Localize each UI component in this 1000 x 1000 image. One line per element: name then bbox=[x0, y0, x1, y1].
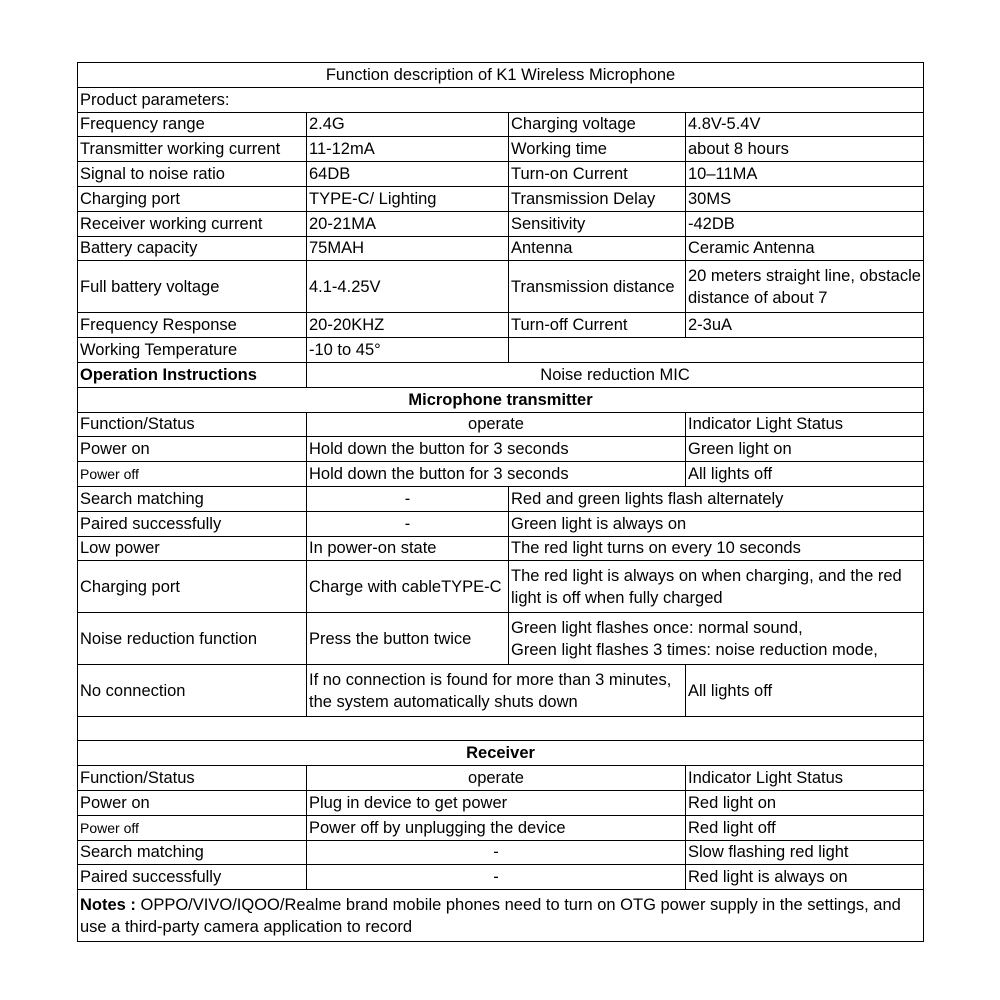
operate-cell: - bbox=[307, 865, 686, 890]
notes-row bbox=[78, 890, 924, 942]
param-row bbox=[78, 236, 924, 261]
empty-cell bbox=[78, 717, 924, 741]
table-row bbox=[78, 865, 924, 890]
column-header-operate: operate bbox=[307, 766, 686, 791]
param-value: 20-21MA bbox=[307, 211, 509, 236]
param-name: Signal to noise ratio bbox=[78, 162, 307, 187]
indicator-cell: Red and green lights flash alternately bbox=[509, 486, 924, 511]
operate-cell: If no connection is found for more than 3 minutes, the system automatically shuts down bbox=[307, 665, 686, 717]
transmitter-heading-row bbox=[78, 387, 924, 412]
notes-label: Notes : bbox=[80, 895, 136, 914]
transmitter-heading: Microphone transmitter bbox=[78, 387, 924, 412]
param-name: Turn-on Current bbox=[509, 162, 686, 187]
function-cell: Power on bbox=[78, 437, 307, 462]
column-header-operate: operate bbox=[307, 412, 686, 437]
table-row bbox=[78, 665, 924, 717]
table-row bbox=[78, 613, 924, 665]
param-value: 75MAH bbox=[307, 236, 509, 261]
table-row bbox=[78, 536, 924, 561]
param-name: Transmission Delay bbox=[509, 186, 686, 211]
operation-instructions-row bbox=[78, 362, 924, 387]
param-value: 20-20KHZ bbox=[307, 313, 509, 338]
function-cell: Search matching bbox=[78, 840, 307, 865]
receiver-heading-row bbox=[78, 741, 924, 766]
param-value: 2.4G bbox=[307, 112, 509, 137]
column-header-indicator: Indicator Light Status bbox=[686, 412, 924, 437]
param-name: Battery capacity bbox=[78, 236, 307, 261]
operate-cell: Power off by unplugging the device bbox=[307, 815, 686, 840]
param-value: -42DB bbox=[686, 211, 924, 236]
product-parameters-label: Product parameters: bbox=[78, 87, 924, 112]
operate-cell: - bbox=[307, 840, 686, 865]
indicator-line: Green light flashes 3 times: noise reduction mode, bbox=[511, 640, 878, 659]
indicator-line: Green light flashes once: normal sound, bbox=[511, 618, 803, 637]
function-cell: Paired successfully bbox=[78, 511, 307, 536]
param-value: 30MS bbox=[686, 186, 924, 211]
param-name: Antenna bbox=[509, 236, 686, 261]
receiver-heading: Receiver bbox=[78, 741, 924, 766]
param-value: 11-12mA bbox=[307, 137, 509, 162]
param-name: Charging port bbox=[78, 186, 307, 211]
param-name: Turn-off Current bbox=[509, 313, 686, 338]
param-name: Sensitivity bbox=[509, 211, 686, 236]
param-row bbox=[78, 137, 924, 162]
param-name: Working Temperature bbox=[78, 338, 307, 363]
function-cell: No connection bbox=[78, 665, 307, 717]
param-value: TYPE-C/ Lighting bbox=[307, 186, 509, 211]
indicator-cell: The red light is always on when charging, and the red light is off when fully charged bbox=[509, 561, 924, 613]
param-value: 4.8V-5.4V bbox=[686, 112, 924, 137]
noise-reduction-mic-label: Noise reduction MIC bbox=[307, 362, 924, 387]
function-cell: Charging port bbox=[78, 561, 307, 613]
table-row bbox=[78, 511, 924, 536]
indicator-cell: Slow flashing red light bbox=[686, 840, 924, 865]
param-row bbox=[78, 112, 924, 137]
empty-cell bbox=[509, 338, 924, 363]
operate-cell: - bbox=[307, 486, 509, 511]
param-name: Working time bbox=[509, 137, 686, 162]
param-value: 4.1-4.25V bbox=[307, 261, 509, 313]
param-value: 2-3uA bbox=[686, 313, 924, 338]
operate-cell: In power-on state bbox=[307, 536, 509, 561]
param-name: Transmitter working current bbox=[78, 137, 307, 162]
param-name: Frequency Response bbox=[78, 313, 307, 338]
param-value: 10–11MA bbox=[686, 162, 924, 187]
indicator-cell: The red light turns on every 10 seconds bbox=[509, 536, 924, 561]
indicator-cell bbox=[509, 613, 924, 665]
blank-row bbox=[78, 717, 924, 741]
param-name: Full battery voltage bbox=[78, 261, 307, 313]
indicator-cell: All lights off bbox=[686, 462, 924, 487]
receiver-header-row bbox=[78, 766, 924, 791]
param-row bbox=[78, 211, 924, 236]
param-row bbox=[78, 261, 924, 313]
indicator-cell: Red light is always on bbox=[686, 865, 924, 890]
product-parameters-row bbox=[78, 87, 924, 112]
param-name: Receiver working current bbox=[78, 211, 307, 236]
indicator-cell: Green light on bbox=[686, 437, 924, 462]
function-cell: Power off bbox=[78, 462, 307, 487]
spec-table bbox=[77, 62, 924, 942]
function-cell: Power on bbox=[78, 790, 307, 815]
function-cell: Low power bbox=[78, 536, 307, 561]
operate-cell: Hold down the button for 3 seconds bbox=[307, 437, 686, 462]
param-value: Ceramic Antenna bbox=[686, 236, 924, 261]
operation-instructions-label: Operation Instructions bbox=[78, 362, 307, 387]
param-name: Charging voltage bbox=[509, 112, 686, 137]
notes-text: OPPO/VIVO/IQOO/Realme brand mobile phones need to turn on OTG power supply in the settings, and use a third-party camera application to record bbox=[80, 895, 901, 936]
param-row bbox=[78, 186, 924, 211]
param-row bbox=[78, 313, 924, 338]
table-row bbox=[78, 462, 924, 487]
table-row bbox=[78, 437, 924, 462]
title-row bbox=[78, 63, 924, 88]
operate-cell: - bbox=[307, 511, 509, 536]
function-cell: Noise reduction function bbox=[78, 613, 307, 665]
param-row bbox=[78, 338, 924, 363]
notes-cell bbox=[78, 890, 924, 942]
indicator-cell: Red light on bbox=[686, 790, 924, 815]
param-value: 20 meters straight line, obstacle distance of about 7 bbox=[686, 261, 924, 313]
transmitter-header-row bbox=[78, 412, 924, 437]
table-row bbox=[78, 840, 924, 865]
indicator-cell: Red light off bbox=[686, 815, 924, 840]
operate-cell: Plug in device to get power bbox=[307, 790, 686, 815]
column-header-indicator: Indicator Light Status bbox=[686, 766, 924, 791]
param-value: -10 to 45° bbox=[307, 338, 509, 363]
table-row bbox=[78, 561, 924, 613]
function-cell: Paired successfully bbox=[78, 865, 307, 890]
table-row bbox=[78, 815, 924, 840]
param-value: about 8 hours bbox=[686, 137, 924, 162]
param-name: Frequency range bbox=[78, 112, 307, 137]
param-row bbox=[78, 162, 924, 187]
document-title: Function description of K1 Wireless Microphone bbox=[78, 63, 924, 88]
column-header-function: Function/Status bbox=[78, 412, 307, 437]
table-row bbox=[78, 486, 924, 511]
table-row bbox=[78, 790, 924, 815]
indicator-cell: Green light is always on bbox=[509, 511, 924, 536]
operate-cell: Hold down the button for 3 seconds bbox=[307, 462, 686, 487]
param-name: Transmission distance bbox=[509, 261, 686, 313]
function-cell: Power off bbox=[78, 815, 307, 840]
operate-cell: Press the button twice bbox=[307, 613, 509, 665]
param-value: 64DB bbox=[307, 162, 509, 187]
operate-cell: Charge with cableTYPE-C bbox=[307, 561, 509, 613]
column-header-function: Function/Status bbox=[78, 766, 307, 791]
function-cell: Search matching bbox=[78, 486, 307, 511]
indicator-cell: All lights off bbox=[686, 665, 924, 717]
